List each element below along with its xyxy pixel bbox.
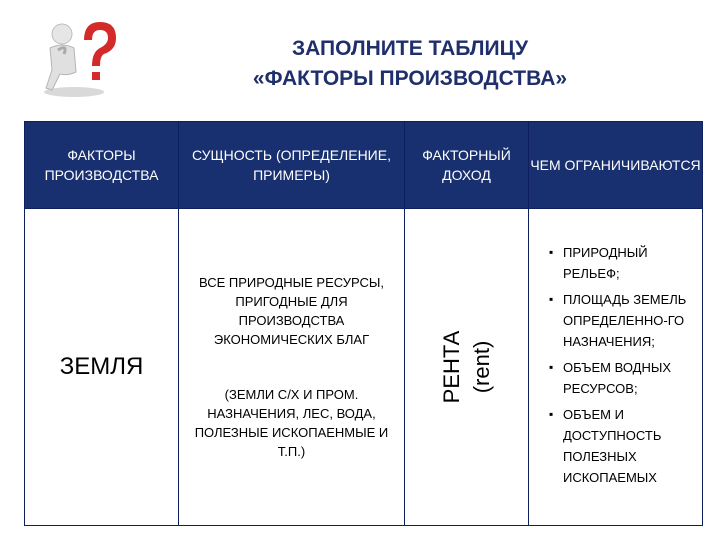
limits-cell (529, 209, 703, 526)
header-factors: ФАКТОРЫ ПРОИЗВОДСТВА (25, 122, 179, 209)
income-rent: РЕНТА (438, 330, 464, 404)
list-item: ▪ ОБЪЕМ ВОДНЫХ РЕСУРСОВ; (549, 357, 696, 399)
table-header-row (25, 122, 703, 209)
header-limits: ЧЕМ ОГРАНИЧИВАЮТСЯ (529, 122, 703, 209)
header-essence: СУЩНОСТЬ (ОПРЕДЕЛЕНИЕ, ПРИМЕРЫ) (179, 122, 405, 209)
essence-cell (179, 209, 405, 526)
essence-examples: (ЗЕМЛИ С/Х И ПРОМ. НАЗНАЧЕНИЯ, ЛЕС, ВОДА, ПОЛЕЗНЫЕ ИСКОПАЕНМЫЕ И Т.П.) (194, 387, 389, 459)
list-item: ▪ ПРИРОДНЫЙ РЕЛЬЕФ; (549, 242, 696, 284)
essence-definition: ВСЕ ПРИРОДНЫЕ РЕСУРСЫ, ПРИГОДНЫЕ ДЛЯ ПРОИЗВОДСТВА ЭКОНОМИЧЕСКИХ БЛАГ (198, 275, 385, 347)
factor-cell: ЗЕМЛЯ (25, 209, 179, 526)
list-item: ▪ ПЛОЩАДЬ ЗЕМЕЛЬ ОПРЕДЕЛЕННО-ГО НАЗНАЧЕНИЯ; (549, 289, 696, 352)
page-title-line1: ЗАПОЛНИТЕ ТАБЛИЦУ (291, 37, 529, 60)
income-cell (405, 209, 529, 526)
list-item: ▪ ОБЪЕМ И ДОСТУПНОСТЬ ПОЛЕЗНЫХ ИСКОПАЕМЫХ (549, 404, 696, 488)
question-mark-figure-icon (38, 14, 122, 98)
header-income: ФАКТОРНЫЙ ДОХОД (405, 122, 529, 209)
factors-table (24, 121, 703, 526)
table-row (25, 209, 703, 526)
page-title-line2: «ФАКТОРЫ ПРОИЗВОДСТВА» (252, 67, 568, 90)
income-rent-english: (rent) (468, 340, 494, 394)
limits-list (529, 242, 702, 488)
